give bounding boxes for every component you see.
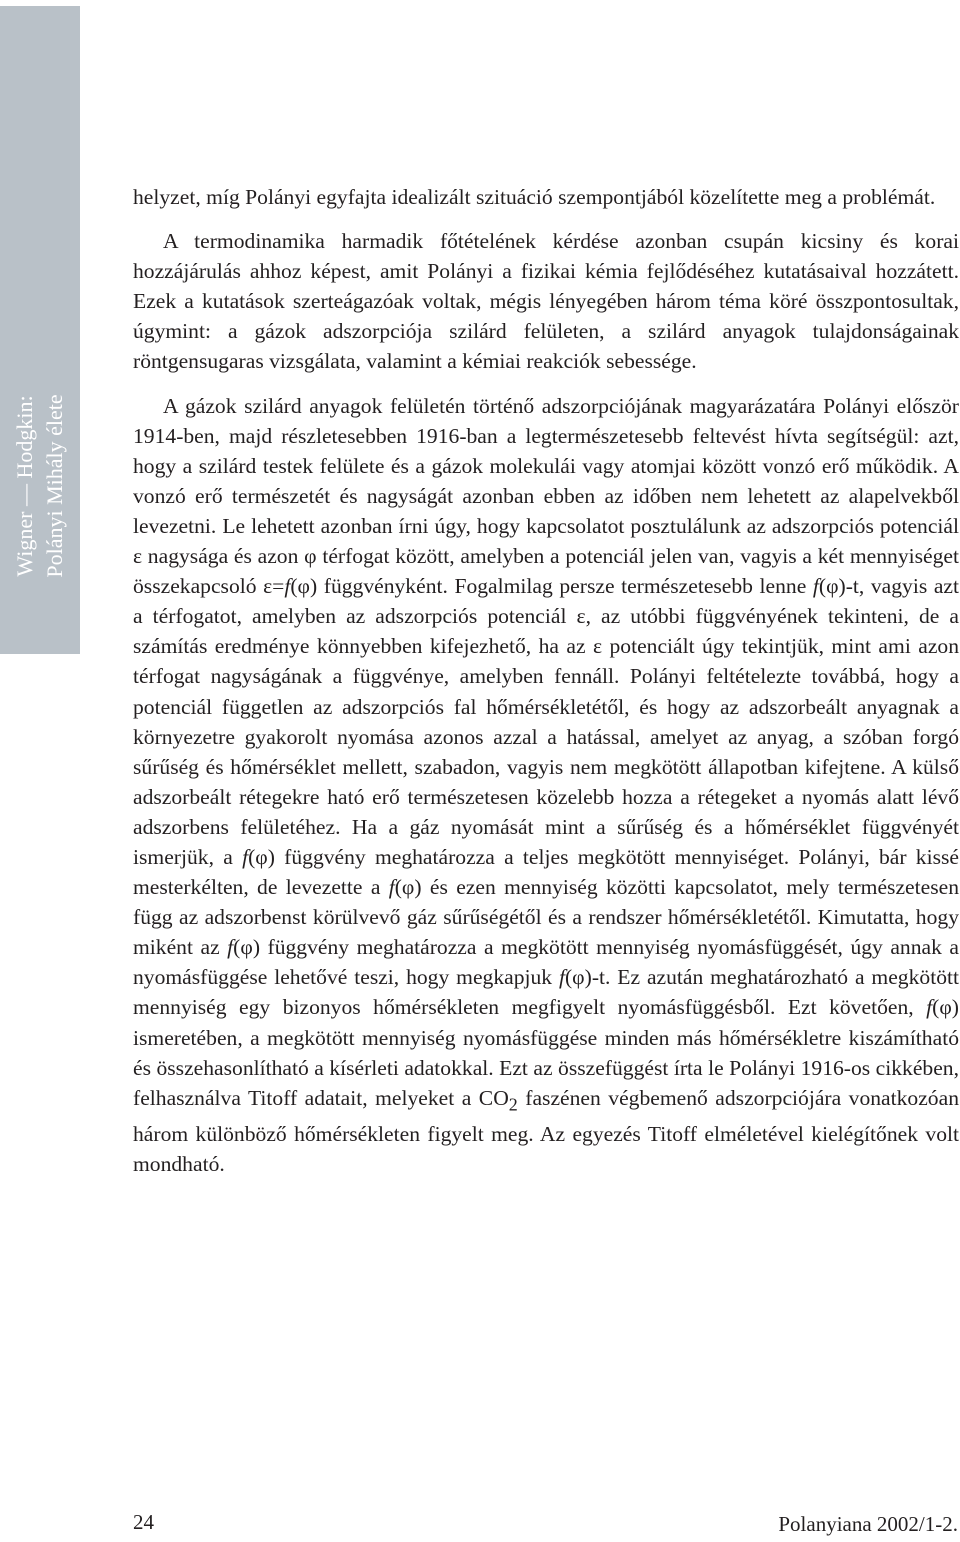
function-symbol: f bbox=[812, 574, 819, 599]
running-title-line2: Polányi Mihály élete bbox=[42, 394, 67, 578]
text-run: A gázok szilárd anyagok felületén történő adszorpciójának magyarázatára Polányi először 1914-ben, majd részletesebben 1916-ban a legtermészetesebb feltevést hívta segítségül: azt, hogy a szilárd testek felülete és a gázok molekulái vagy atomjai között vonzó erő működik. A vonzó erő természetét és nagyságát azonban ebben az időben nem lehetett az alapelvekből levezetni. Le lehetett azonban írni úgy, hogy kapcsolatot posztulálunk az adszorpciós potenciál ε nagysága és azon φ térfogat között, amelyben a potenciál jelen van, vagyis a két mennyiséget összekapcsoló ε= bbox=[133, 393, 959, 599]
function-symbol: f bbox=[926, 995, 933, 1020]
text-run: (φ) függvény meghatározza a megkötött mennyiség nyomásfüggését, úgy annak a nyomásfüggése lehetővé teszi, hogy megkapjuk bbox=[133, 935, 959, 990]
function-symbol: f bbox=[558, 965, 565, 990]
text-run: (φ) függvény meghatározza a teljes megkötött mennyiséget. Polányi, bár kissé mesterkélten, de levezette a bbox=[133, 844, 959, 900]
running-title-line1: Wigner — Hodgkin: bbox=[12, 395, 37, 577]
text-run: (φ)-t. Ez azután meghatározható a megkötött mennyiség egy bizonyos hőmérsékleten megfigyelt nyomásfüggésből. Ezt követően, bbox=[133, 965, 959, 1020]
running-title bbox=[10, 394, 70, 577]
function-symbol: f bbox=[242, 844, 249, 869]
text-run: (φ) és ezen mennyiség közötti kapcsolatot, mely természetesen függ az adszorbenst körülvevő gáz sűrűségétől és a rendszer hőmérsékletétől. Kimutatta, hogy miként az bbox=[133, 875, 959, 960]
text-run: faszénen végbemenő adszorpciójára vonatkozóan három különböző hőmérsékleten figyelt meg. Az egyezés Titoff elméletével kielégítőnek volt mondható. bbox=[133, 1085, 959, 1177]
paragraph-1: helyzet, míg Polányi egyfajta idealizált szituáció szempontjából közelítette meg a problémát. bbox=[133, 185, 936, 209]
text-run: (φ) ismeretében, a megkötött mennyiség nyomásfüggése minden más hőmérsékletre kiszámítható és összehasonlítható a kísérleti adatokkal. Ezt az összefüggést írta le Polányi 1916-os cikkében, felhasználva Titoff adatait, melyeket a CO bbox=[133, 995, 959, 1110]
function-symbol: f bbox=[388, 875, 395, 900]
page-number: 24 bbox=[133, 1510, 154, 1534]
function-symbol: f bbox=[227, 935, 234, 960]
paragraph-2: A termodinamika harmadik főtételének kérdése azonban csupán kicsiny és korai hozzájárulás ahhoz képest, amit Polányi a fizikai kémia fejlődéséhez kutatásaival hozzátett. Ezek a kutatások szerteágazóak voltak, mégis lényegében három téma köré összpontosultak, úgymint: a gázok adszorpciója szilárd felületen, a szilárd anyagok tulajdonságainak röntgensugaras vizsgálata, valamint a kémiai reakciók sebessége. bbox=[133, 229, 959, 374]
subscript: 2 bbox=[508, 1094, 518, 1115]
main-text bbox=[133, 182, 959, 1179]
function-symbol: f bbox=[284, 574, 291, 599]
text-run: (φ) függvényként. Fogalmilag persze természetesebb lenne bbox=[290, 574, 813, 599]
text-run: (φ)-t, vagyis azt a térfogatot, amelyben az adszorpciós potenciál ε, az utóbbi függvényének tekinteni, de a számítás eredménye könnyebben kifejezhető, ha az ε potenciált úgy tekintjük, mint ami azon térfogat nagyságának a függvénye, amelyben fennáll. Polányi feltételezte továbbá, hogy a potenciál független az adszorpciós fal hőmérsékletétől, és hogy az adszorbeált anyagnak a környezetre gyakorolt nyomása azonos azzal a hatással, amelyet az anyag, a szóban forgó sűrűség és hőmérséklet mellett, szabadon, vagyis nem megkötött állapotban kifejtene. A külső adszorbeált rétegekre ható erő természetesen közelebb hozza a rétegeket a nyomás alatt lévő adszorbens felületéhez. Ha a gáz nyomását mint a sűrűség és a hőmérséklet függvényét ismerjük, a bbox=[133, 574, 959, 869]
journal-citation: Polanyiana 2002/1-2. bbox=[778, 1512, 958, 1536]
paragraph-3 bbox=[133, 391, 959, 1180]
side-tab bbox=[0, 6, 80, 654]
